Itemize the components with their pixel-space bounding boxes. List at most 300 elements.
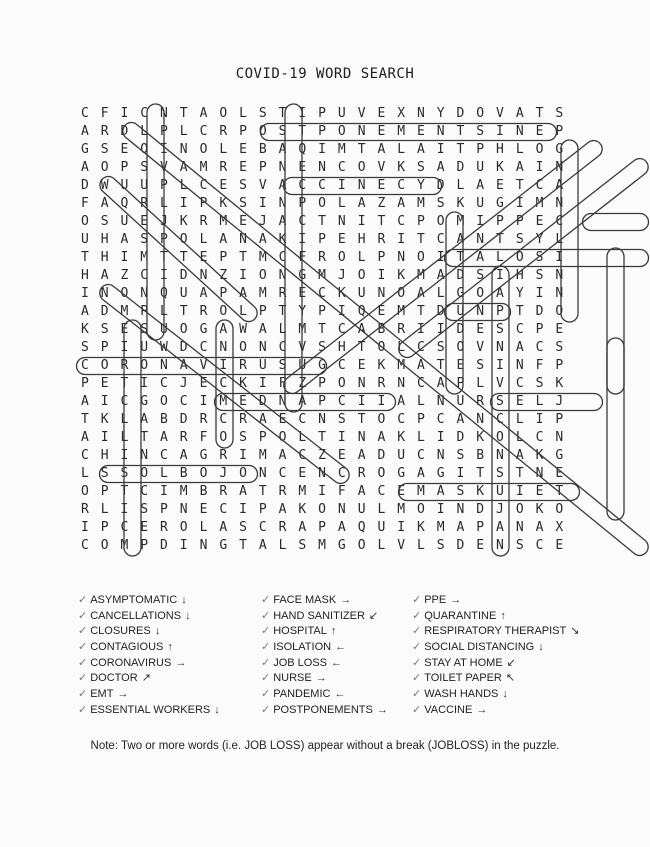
word-label: CANCELLATIONS	[90, 609, 182, 622]
word-label: ISOLATION	[273, 641, 332, 654]
grid-letter: K	[496, 160, 504, 175]
grid-row	[75, 501, 569, 519]
grid-letter: L	[199, 232, 208, 247]
grid-letter: A	[278, 448, 287, 463]
grid-letter: O	[436, 214, 445, 229]
grid-letter: E	[337, 232, 346, 247]
grid-letter: A	[278, 142, 287, 157]
word-list-column-1	[78, 593, 220, 719]
grid-letter: S	[278, 124, 287, 139]
grid-letter: A	[476, 178, 485, 193]
grid-letter: S	[535, 376, 544, 391]
grid-letter: C	[397, 412, 406, 427]
grid-letter: A	[496, 286, 504, 301]
word-label: RESPIRATORY THERAPIST	[424, 625, 567, 638]
grid-letter: E	[298, 286, 307, 301]
grid-letter: M	[397, 502, 406, 517]
grid-letter: P	[160, 178, 168, 193]
grid-letter: I	[535, 160, 544, 175]
puzzle-title: COVID-19 WORD SEARCH	[235, 66, 415, 82]
grid-letter: F	[535, 358, 544, 373]
grid-letter: U	[160, 322, 168, 337]
grid-letter: N	[100, 286, 109, 301]
grid-letter: L	[397, 340, 406, 355]
grid-letter: G	[555, 448, 564, 463]
grid-letter: Z	[318, 448, 326, 463]
word-label: CLOSURES	[90, 625, 151, 638]
grid-letter: S	[318, 340, 326, 355]
grid-letter: P	[515, 214, 524, 229]
grid-letter: P	[555, 124, 564, 139]
word-list-item	[261, 640, 388, 656]
grid-letter: I	[357, 214, 366, 229]
grid-letter: B	[377, 322, 386, 337]
grid-letter: S	[535, 250, 544, 265]
grid-letter: C	[120, 394, 129, 409]
grid-row	[75, 267, 569, 285]
grid-letter: O	[258, 268, 267, 283]
grid-letter: O	[140, 466, 149, 481]
word-list-item	[261, 624, 388, 640]
grid-letter: M	[397, 304, 406, 319]
grid-letter: T	[456, 124, 465, 139]
grid-letter: A	[80, 160, 89, 175]
grid-letter: I	[298, 106, 307, 121]
grid-letter: L	[160, 196, 168, 211]
grid-letter: M	[140, 250, 149, 265]
direction-arrow-icon: ↓	[181, 594, 187, 606]
grid-letter: N	[278, 160, 287, 175]
word-list	[78, 593, 578, 723]
checkmark-icon: ✓	[261, 656, 271, 669]
grid-letter: D	[120, 124, 129, 139]
grid-letter: D	[179, 268, 188, 283]
grid-letter: A	[258, 232, 267, 247]
word-label: HOSPITAL	[273, 625, 327, 638]
grid-letter: I	[239, 448, 247, 463]
grid-letter: C	[515, 322, 524, 337]
grid-letter: B	[476, 448, 485, 463]
grid-letter: S	[555, 340, 564, 355]
grid-letter: T	[555, 484, 564, 499]
grid-letter: C	[298, 448, 307, 463]
grid-letter: A	[219, 520, 228, 535]
grid-letter: L	[100, 502, 109, 517]
grid-letter: L	[160, 304, 168, 319]
grid-letter: E	[535, 124, 544, 139]
grid-letter: R	[80, 502, 89, 517]
grid-letter: E	[357, 358, 366, 373]
grid-letter: O	[160, 394, 168, 409]
grid-letter: G	[555, 142, 564, 157]
grid-letter: O	[515, 502, 524, 517]
grid-letter: N	[357, 124, 366, 139]
grid-letter: T	[357, 412, 366, 427]
grid-letter: M	[179, 484, 188, 499]
grid-letter: H	[496, 142, 504, 157]
grid-letter: T	[515, 178, 524, 193]
grid-letter: N	[219, 340, 228, 355]
checkmark-icon: ✓	[412, 688, 422, 701]
grid-letter: P	[318, 304, 326, 319]
grid-letter: Y	[436, 106, 445, 121]
grid-letter: P	[160, 502, 168, 517]
grid-letter: A	[377, 430, 386, 445]
grid-letter: E	[496, 178, 504, 193]
grid-letter: A	[80, 124, 89, 139]
grid-letter: R	[397, 322, 406, 337]
grid-letter: E	[100, 376, 109, 391]
grid-letter: D	[100, 304, 109, 319]
grid-letter: M	[298, 322, 307, 337]
grid-letter: F	[100, 106, 109, 121]
grid-row	[75, 123, 569, 141]
grid-letter: O	[337, 250, 346, 265]
grid-letter: S	[456, 448, 465, 463]
grid-letter: K	[278, 232, 287, 247]
grid-letter: A	[80, 304, 89, 319]
grid-row	[75, 141, 569, 159]
grid-letter: T	[239, 250, 247, 265]
grid-letter: A	[80, 430, 89, 445]
word-circle	[607, 338, 624, 520]
grid-letter: O	[555, 502, 564, 517]
checkmark-icon: ✓	[412, 703, 422, 716]
grid-letter: T	[140, 430, 149, 445]
checkmark-icon: ✓	[412, 609, 422, 622]
word-label: NURSE	[273, 672, 312, 685]
grid-letter: C	[337, 394, 346, 409]
grid-letter: O	[80, 484, 89, 499]
grid-letter: C	[80, 358, 89, 373]
grid-letter: I	[416, 322, 425, 337]
grid-letter: Q	[357, 304, 366, 319]
grid-letter: R	[100, 124, 109, 139]
grid-letter: N	[515, 358, 524, 373]
grid-letter: E	[555, 466, 564, 481]
word-label: VACCINE	[424, 703, 473, 716]
grid-letter: C	[397, 214, 406, 229]
grid-letter: B	[199, 484, 208, 499]
grid-letter: Z	[298, 376, 307, 391]
grid-letter: N	[140, 448, 149, 463]
grid-letter: E	[120, 322, 129, 337]
grid-letter: N	[258, 340, 267, 355]
grid-letter: I	[120, 502, 129, 517]
grid-letter: E	[278, 412, 287, 427]
grid-letter: I	[436, 502, 445, 517]
grid-letter: N	[535, 466, 544, 481]
grid-letter: I	[219, 358, 228, 373]
word-label: STAY AT HOME	[424, 656, 503, 669]
grid-letter: D	[535, 304, 544, 319]
grid-letter: O	[258, 124, 267, 139]
grid-letter: E	[416, 124, 425, 139]
grid-letter: A	[436, 376, 445, 391]
grid-letter: C	[535, 178, 544, 193]
grid-letter: N	[555, 430, 564, 445]
grid-letter: P	[416, 412, 425, 427]
grid-letter: G	[80, 142, 89, 157]
grid-letter: R	[377, 376, 386, 391]
grid-letter: A	[140, 412, 149, 427]
grid-letter: K	[337, 286, 346, 301]
grid-letter: A	[436, 268, 445, 283]
grid-letter: P	[258, 502, 267, 517]
grid-letter: R	[120, 358, 129, 373]
direction-arrow-icon: →	[376, 703, 388, 716]
grid-letter: P	[318, 394, 326, 409]
grid-letter: D	[179, 412, 188, 427]
grid-letter: G	[140, 394, 149, 409]
word-label: PANDEMIC	[273, 688, 331, 701]
grid-letter: L	[120, 412, 129, 427]
grid-row	[75, 393, 569, 411]
grid-letter: C	[337, 160, 346, 175]
grid-letter: W	[239, 322, 247, 337]
grid-letter: I	[535, 286, 544, 301]
grid-letter: L	[140, 124, 149, 139]
word-label: ASYMPTOMATIC	[90, 594, 178, 606]
word-label: ESSENTIAL WORKERS	[90, 703, 211, 716]
word-list-item	[412, 640, 579, 656]
grid-letter: O	[278, 430, 287, 445]
grid-letter: T	[80, 250, 89, 265]
direction-arrow-icon: ↖	[505, 672, 516, 685]
grid-letter: I	[436, 250, 445, 265]
grid-letter: V	[476, 340, 485, 355]
grid-letter: I	[318, 142, 326, 157]
grid-letter: S	[416, 160, 425, 175]
grid-letter: M	[219, 214, 228, 229]
grid-letter: I	[337, 304, 346, 319]
grid-row	[75, 465, 569, 483]
grid-letter: E	[298, 160, 307, 175]
word-list-item	[412, 593, 579, 609]
grid-letter: P	[318, 520, 326, 535]
grid-letter: P	[416, 214, 425, 229]
grid-letter: O	[377, 340, 386, 355]
grid-letter: F	[278, 376, 287, 391]
grid-letter: L	[456, 178, 465, 193]
grid-letter: I	[239, 502, 247, 517]
direction-arrow-icon: ←	[334, 688, 346, 701]
grid-letter: S	[100, 466, 109, 481]
grid-letter: U	[298, 358, 307, 373]
grid-row	[75, 537, 569, 555]
grid-row	[75, 285, 569, 303]
grid-letter: E	[120, 142, 129, 157]
grid-letter: P	[258, 304, 267, 319]
word-list-item	[261, 593, 388, 609]
grid-row	[75, 321, 569, 339]
grid-letter: T	[436, 358, 445, 373]
grid-letter: L	[436, 286, 445, 301]
grid-letter: O	[337, 376, 346, 391]
grid-letter: U	[476, 160, 485, 175]
grid-letter: W	[100, 178, 109, 193]
grid-letter: A	[456, 412, 465, 427]
grid-letter: D	[456, 538, 465, 553]
grid-letter: A	[456, 232, 465, 247]
grid-letter: I	[496, 358, 504, 373]
grid-letter: V	[496, 106, 504, 121]
checkmark-icon: ✓	[78, 656, 88, 669]
grid-letter: N	[496, 340, 504, 355]
grid-letter: M	[318, 538, 326, 553]
grid-letter: C	[278, 250, 287, 265]
grid-letter: G	[397, 466, 406, 481]
grid-letter: A	[416, 286, 425, 301]
grid-letter: S	[140, 160, 149, 175]
grid-letter: A	[258, 412, 267, 427]
grid-letter: I	[160, 484, 168, 499]
grid-letter: L	[239, 106, 247, 121]
grid-letter: P	[377, 250, 386, 265]
grid-letter: O	[219, 430, 228, 445]
grid-letter: O	[219, 106, 228, 121]
grid-letter: A	[278, 178, 287, 193]
checkmark-icon: ✓	[78, 625, 88, 638]
grid-letter: N	[357, 178, 366, 193]
grid-letter: O	[496, 430, 504, 445]
grid-letter: P	[535, 322, 544, 337]
checkmark-icon: ✓	[78, 609, 88, 622]
grid-letter: I	[120, 340, 129, 355]
grid-letter: N	[496, 538, 504, 553]
grid-letter: C	[199, 124, 208, 139]
word-list-item	[261, 656, 388, 672]
word-list-item	[78, 640, 220, 656]
grid-letter: B	[160, 412, 168, 427]
grid-letter: V	[377, 160, 386, 175]
grid-letter: S	[258, 106, 267, 121]
word-list-item	[78, 671, 220, 687]
grid-letter: M	[298, 484, 307, 499]
grid-letter: R	[377, 232, 386, 247]
grid-letter: X	[555, 520, 564, 535]
direction-arrow-icon: ↓	[502, 688, 508, 701]
grid-letter: D	[160, 538, 168, 553]
grid-letter: C	[199, 178, 208, 193]
grid-letter: N	[555, 286, 564, 301]
grid-letter: I	[496, 268, 504, 283]
grid-letter: P	[258, 160, 267, 175]
grid-letter: K	[416, 520, 425, 535]
grid-letter: U	[337, 106, 346, 121]
grid-letter: C	[535, 430, 544, 445]
grid-letter: Y	[298, 304, 307, 319]
grid-letter: G	[436, 466, 445, 481]
grid-letter: M	[318, 268, 326, 283]
grid-letter: E	[535, 214, 544, 229]
grid-letter: R	[199, 214, 208, 229]
grid-letter: A	[456, 520, 465, 535]
direction-arrow-icon: ↑	[330, 625, 337, 638]
grid-letter: P	[100, 340, 109, 355]
checkmark-icon: ✓	[261, 672, 271, 685]
grid-letter: R	[160, 520, 168, 535]
grid-row	[75, 213, 569, 231]
grid-letter: B	[179, 466, 188, 481]
grid-letter: A	[515, 160, 524, 175]
grid-letter: L	[377, 538, 386, 553]
grid-letter: R	[199, 412, 208, 427]
direction-arrow-icon: ↗	[141, 672, 151, 685]
grid-letter: A	[258, 322, 267, 337]
grid-letter: C	[199, 340, 208, 355]
grid-letter: I	[318, 484, 326, 499]
grid-letter: M	[397, 358, 406, 373]
grid-row	[75, 303, 569, 321]
word-label: FACE MASK	[273, 594, 337, 606]
grid-letter: J	[160, 214, 168, 229]
grid-letter: R	[219, 160, 228, 175]
grid-letter: C	[337, 358, 346, 373]
grid-letter: G	[318, 358, 326, 373]
grid-letter: N	[436, 394, 445, 409]
word-label: EMT	[90, 688, 114, 701]
grid-letter: C	[416, 376, 425, 391]
grid-letter: N	[318, 412, 326, 427]
grid-letter: A	[515, 448, 524, 463]
grid-letter: M	[416, 196, 425, 211]
grid-letter: R	[318, 250, 326, 265]
grid-letter: A	[199, 286, 208, 301]
grid-letter: I	[535, 412, 544, 427]
grid-row	[75, 159, 569, 177]
grid-letter: F	[298, 250, 307, 265]
grid-letter: T	[239, 538, 247, 553]
grid-letter: D	[377, 448, 386, 463]
grid-letter: I	[377, 394, 386, 409]
grid-letter: T	[377, 214, 386, 229]
grid-letter: I	[496, 124, 504, 139]
grid-letter: T	[456, 142, 465, 157]
grid-letter: E	[377, 106, 386, 121]
grid-letter: D	[456, 160, 465, 175]
grid-letter: I	[80, 286, 89, 301]
word-list-item	[261, 703, 388, 719]
word-list-item	[78, 624, 220, 640]
checkmark-icon: ✓	[261, 688, 271, 701]
grid-letter: H	[357, 232, 366, 247]
grid-letter: S	[278, 358, 287, 373]
grid-letter: N	[555, 160, 564, 175]
grid-letter: H	[100, 448, 109, 463]
grid-letter: V	[357, 106, 366, 121]
grid-letter: J	[555, 394, 564, 409]
grid-letter: H	[100, 250, 109, 265]
grid-letter: L	[515, 412, 524, 427]
grid-letter: S	[436, 340, 445, 355]
grid-letter: O	[357, 160, 366, 175]
grid-letter: A	[278, 214, 287, 229]
grid-row	[75, 429, 569, 447]
grid-letter: L	[397, 142, 406, 157]
grid-letter: I	[337, 430, 346, 445]
grid-letter: P	[318, 124, 326, 139]
grid-letter: A	[357, 448, 366, 463]
grid-letter: Z	[377, 196, 386, 211]
grid-letter: N	[160, 106, 168, 121]
letter-grid	[75, 105, 569, 555]
grid-letter: I	[120, 106, 129, 121]
grid-letter: K	[298, 502, 307, 517]
grid-letter: A	[496, 520, 504, 535]
grid-letter: C	[535, 538, 544, 553]
word-list-item	[412, 609, 579, 625]
